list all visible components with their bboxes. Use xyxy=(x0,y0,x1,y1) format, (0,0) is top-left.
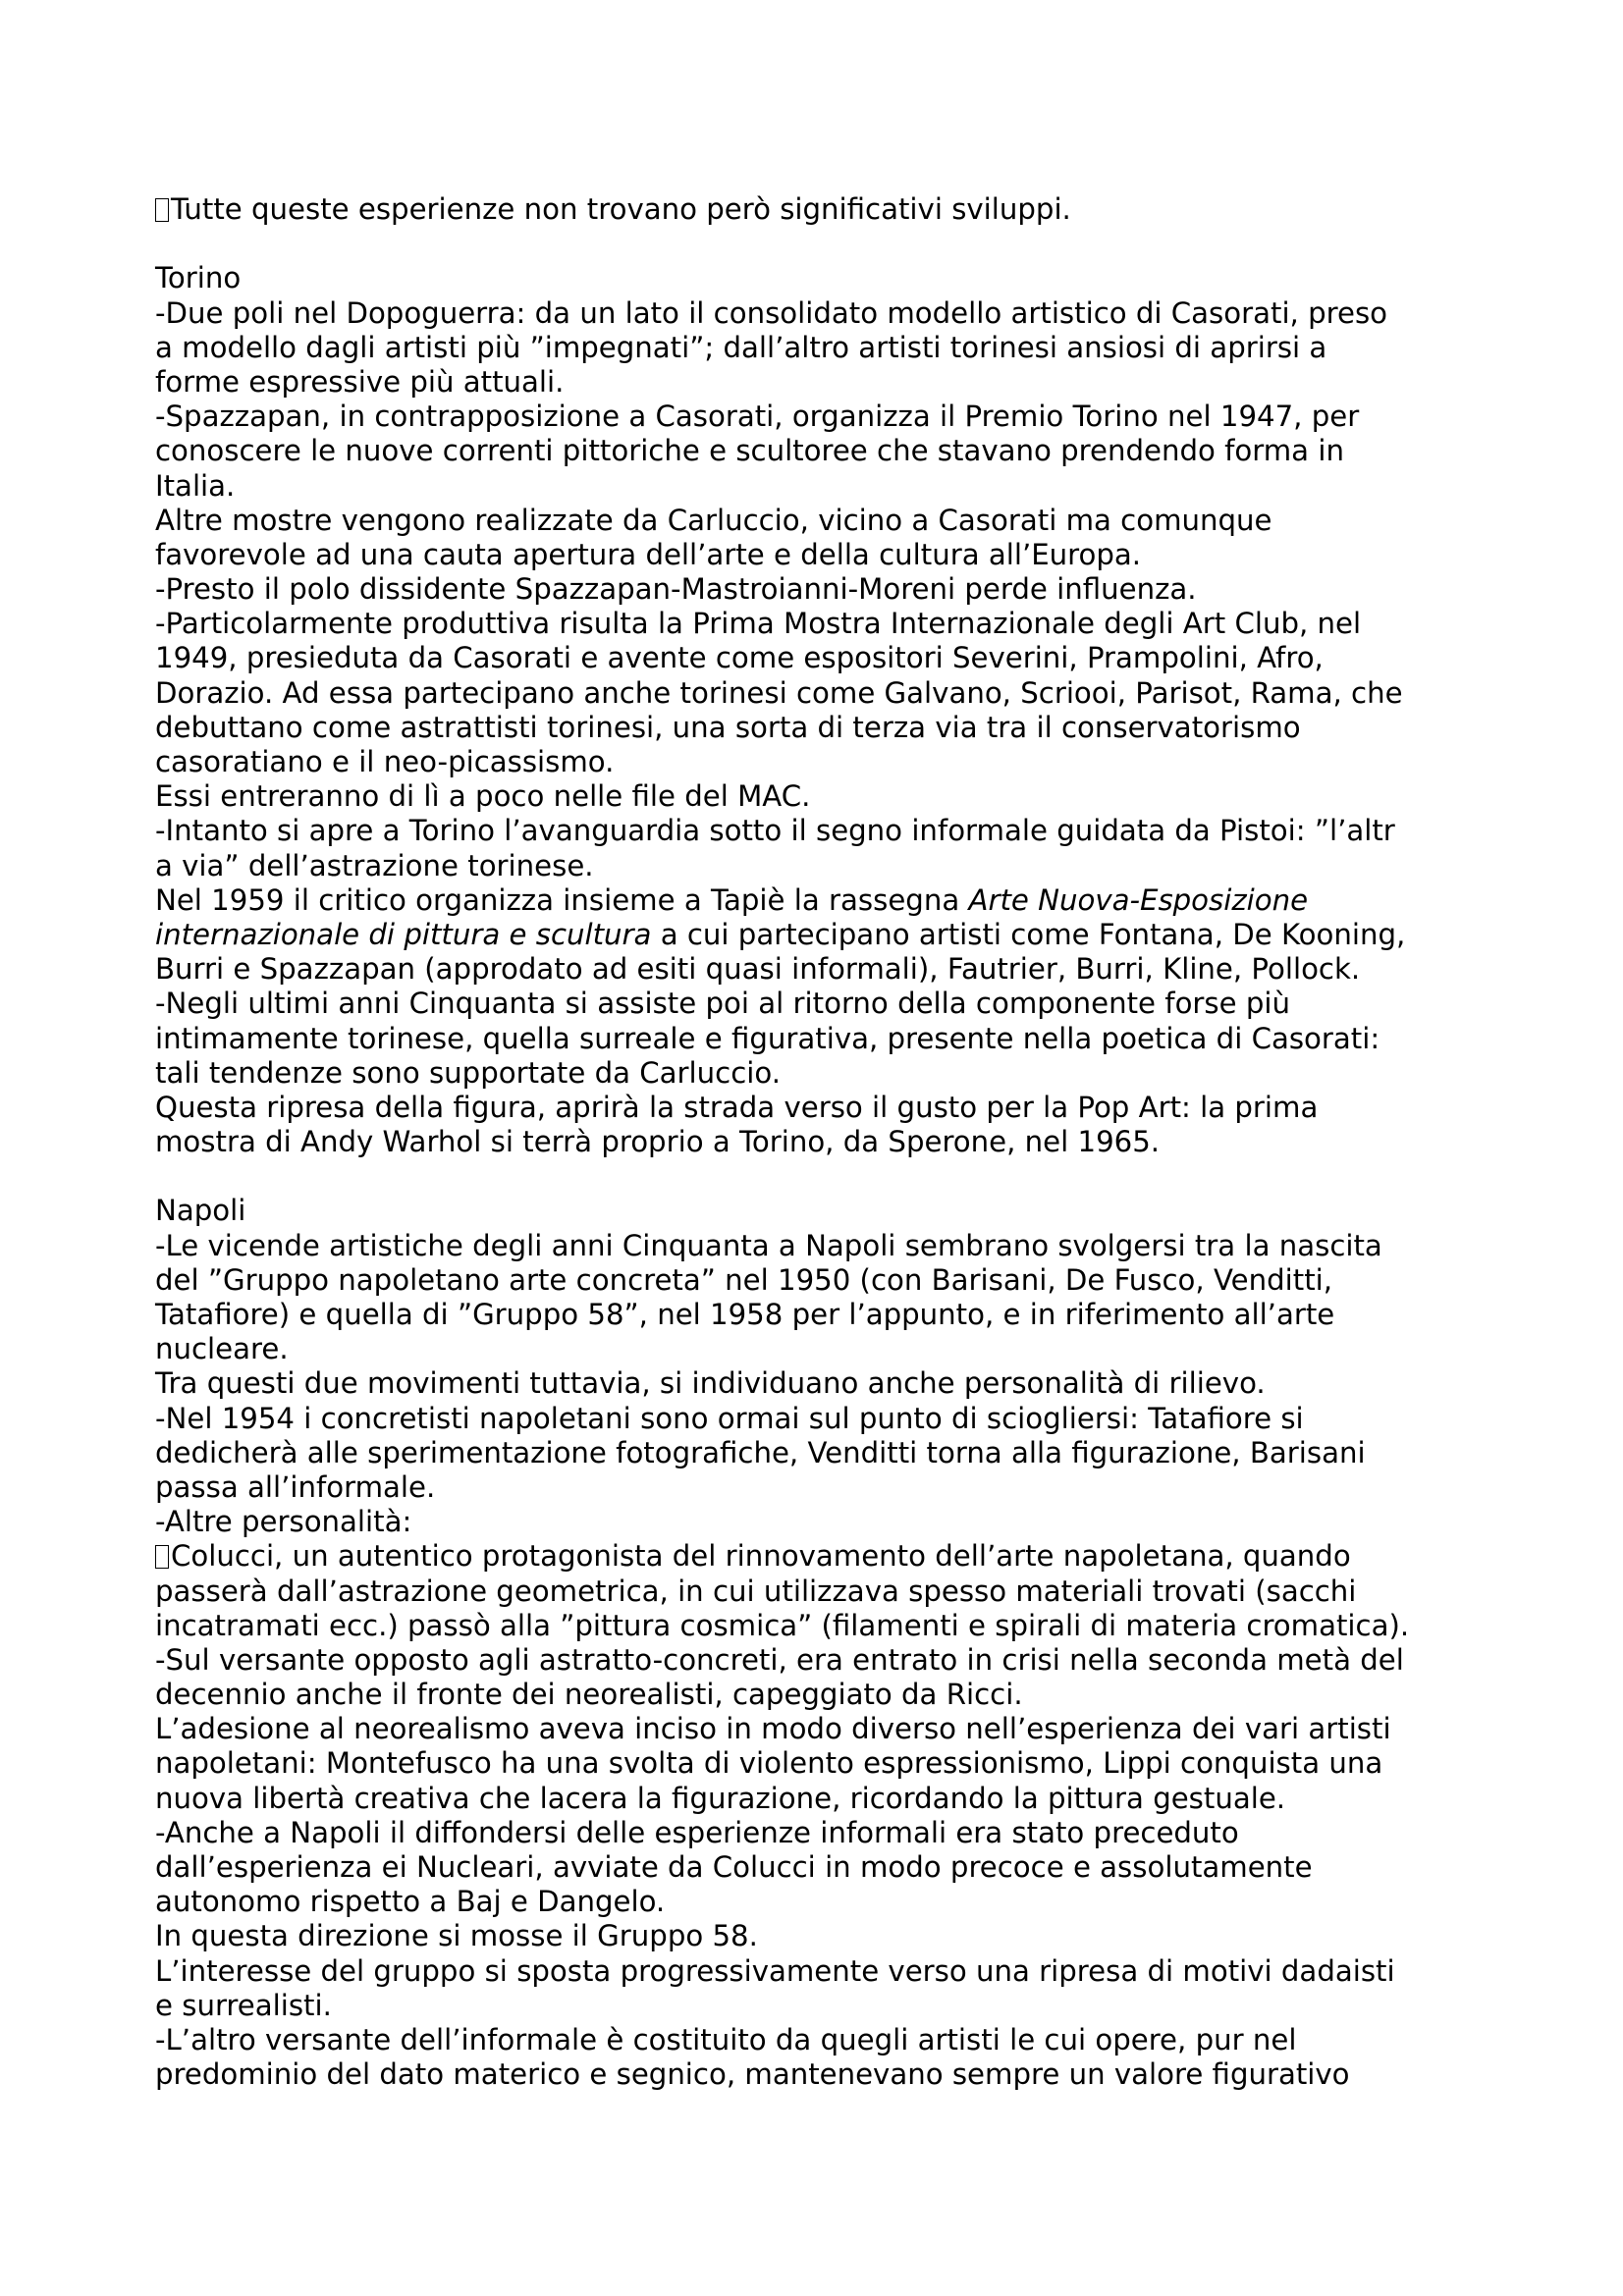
text-line: del ”Gruppo napoletano arte concreta” nel 1950 (con Barisani, De Fusco, Venditti, xyxy=(155,1262,1333,1297)
text-line: -Particolarmente produttiva risulta la Prima Mostra Internazionale degli Art Club, nel xyxy=(155,607,1362,641)
text-line: -Nel 1954 i concretisti napoletani sono ormai sul punto di sciogliersi: Tatafiore si xyxy=(155,1401,1304,1435)
text-line: 1949, presieduta da Casorati e avente come espositori Severini, Prampolini, Afro, xyxy=(155,641,1324,675)
intro-text: Tutte queste esperienze non trovano però significativi sviluppi. xyxy=(171,192,1071,226)
text-line: Essi entreranno di lì a poco nelle file del MAC. xyxy=(155,779,811,814)
text-line: debuttano come astrattisti torinesi, una sorta di terza via tra il conservatorismo xyxy=(155,710,1301,744)
missing-glyph-icon xyxy=(155,1545,169,1569)
exhibition-line-1 xyxy=(155,883,1490,918)
text-line: mostra di Andy Warhol si terrà proprio a Torino, da Sperone, nel 1965. xyxy=(155,1125,1161,1159)
text-line: Burri e Spazzapan (approdato ad esiti quasi informali), Fautrier, Burri, Kline, Pollock. xyxy=(155,952,1361,987)
text-line: Questa ripresa della figura, aprirà la strada verso il gusto per la Pop Art: la prima xyxy=(155,1090,1319,1124)
exhibition-title: Arte Nuova-Esposizione xyxy=(968,882,1309,917)
text-line: dall’esperienza ei Nucleari, avviate da Colucci in modo precoce e assolutamente xyxy=(155,1850,1313,1884)
text-line: nuova libertà creativa che lacera la figurazione, ricordando la pittura gestuale. xyxy=(155,1781,1286,1815)
text-line: L’adesione al neorealismo aveva inciso in modo diverso nell’esperienza dei vari artisti xyxy=(155,1712,1391,1746)
text-line: intimamente torinese, quella surreale e figurativa, presente nella poetica di Casorati: xyxy=(155,1021,1380,1055)
text-line: Tra questi due movimenti tuttavia, si individuano anche personalità di rilievo. xyxy=(155,1366,1266,1401)
text-line: Tatafiore) e quella di ”Gruppo 58”, nel 1958 per l’appunto, e in riferimento all’arte xyxy=(155,1298,1335,1331)
text-segment: Nel 1959 il critico organizza insieme a Tapiè la rassegna xyxy=(155,882,969,917)
text-line: dedicherà alle sperimentazione fotografiche, Venditti torna alla figurazione, Barisani xyxy=(155,1435,1366,1469)
blank-line xyxy=(155,227,1490,261)
text-line: -Altre personalità: xyxy=(155,1505,412,1539)
text-line: favorevole ad una cauta apertura dell’arte e della cultura all’Europa. xyxy=(155,537,1142,571)
text-line: -Sul versante opposto agli astratto-concreti, era entrato in crisi nella seconda metà del xyxy=(155,1642,1404,1677)
text-line: a modello dagli artisti più ”impegnati”; dall’altro artisti torinesi ansiosi di aprirsi a xyxy=(155,330,1327,364)
text-line: incatramati ecc.) passò alla ”pittura cosmica” (filamenti e spirali di materia cromatica). xyxy=(155,1608,1410,1642)
text-line: Italia. xyxy=(155,468,236,503)
exhibition-title: internazionale di pittura e scultura xyxy=(155,917,652,951)
text-line: napoletani: Montefusco ha una svolta di violento espressionismo, Lippi conquista una xyxy=(155,1746,1383,1781)
text-line: casoratiano e il neo-picassismo. xyxy=(155,745,615,778)
napoli-paragraph xyxy=(155,1229,1490,2093)
document-body xyxy=(155,192,1490,2092)
text-line: predominio del dato materico e segnico, mantenevano sempre un valore figurativo xyxy=(155,2057,1350,2092)
missing-glyph-icon xyxy=(155,198,169,222)
text-line: -Anche a Napoli il diffondersi delle esperienze informali era stato preceduto xyxy=(155,1815,1239,1849)
text-line: L’interesse del gruppo si sposta progressivamente verso una ripresa di motivi dadaisti xyxy=(155,1953,1395,1988)
text-line: -L’altro versante dell’informale è costituito da quegli artisti le cui opere, pur nel xyxy=(155,2022,1297,2056)
text-line: In questa direzione si mosse il Gruppo 58. xyxy=(155,1919,758,1953)
text-line: tali tendenze sono supportate da Carluccio. xyxy=(155,1055,781,1090)
text-line: -Due poli nel Dopoguerra: da un lato il consolidato modello artistico di Casorati, preso xyxy=(155,295,1388,330)
text-line: passerà dall’astrazione geometrica, in cui utilizzava spesso materiali trovati (sacchi xyxy=(155,1574,1357,1608)
text-line: a via” dell’astrazione torinese. xyxy=(155,848,594,882)
text-line: -Presto il polo dissidente Spazzapan-Mastroianni-Moreni perde influenza. xyxy=(155,572,1197,607)
text-line: nucleare. xyxy=(155,1332,289,1366)
text-line: forme espressive più attuali. xyxy=(155,364,565,399)
text-line: -Intanto si apre a Torino l’avanguardia sotto il segno informale guidata da Pistoi: ”l’altr xyxy=(155,814,1395,848)
text-segment: Colucci, un autentico protagonista del rinnovamento dell’arte napoletana, quando xyxy=(171,1539,1351,1574)
text-line: -Le vicende artistiche degli anni Cinquanta a Napoli sembrano svolgersi tra la nascita xyxy=(155,1228,1382,1262)
text-line: Dorazio. Ad essa partecipano anche torinesi come Galvano, Scriooi, Parisot, Rama, che xyxy=(155,675,1403,710)
text-line: -Negli ultimi anni Cinquanta si assiste poi al ritorno della componente forse più xyxy=(155,987,1290,1021)
section-heading-torino: Torino xyxy=(155,261,242,295)
text-line: decennio anche il fronte dei neorealisti, capeggiato da Ricci. xyxy=(155,1678,1023,1712)
blank-line xyxy=(155,1159,1490,1194)
text-line: passa all’informale. xyxy=(155,1469,436,1504)
text-line: conoscere le nuove correnti pittoriche e scultoree che stavano prendendo forma in xyxy=(155,434,1344,468)
text-line: -Spazzapan, in contrapposizione a Casorati, organizza il Premio Torino nel 1947, per xyxy=(155,400,1360,434)
intro-line xyxy=(155,192,1490,227)
colucci-line xyxy=(155,1539,1490,1574)
text-segment: a cui partecipano artisti come Fontana, De Kooning, xyxy=(651,917,1406,951)
text-line: autonomo rispetto a Baj e Dangelo. xyxy=(155,1885,666,1919)
text-line: Altre mostre vengono realizzate da Carluccio, vicino a Casorati ma comunque xyxy=(155,503,1272,537)
text-line: e surrealisti. xyxy=(155,1988,332,2022)
exhibition-line-2 xyxy=(155,918,1490,952)
section-heading-napoli: Napoli xyxy=(155,1194,246,1228)
torino-paragraph xyxy=(155,296,1490,1160)
